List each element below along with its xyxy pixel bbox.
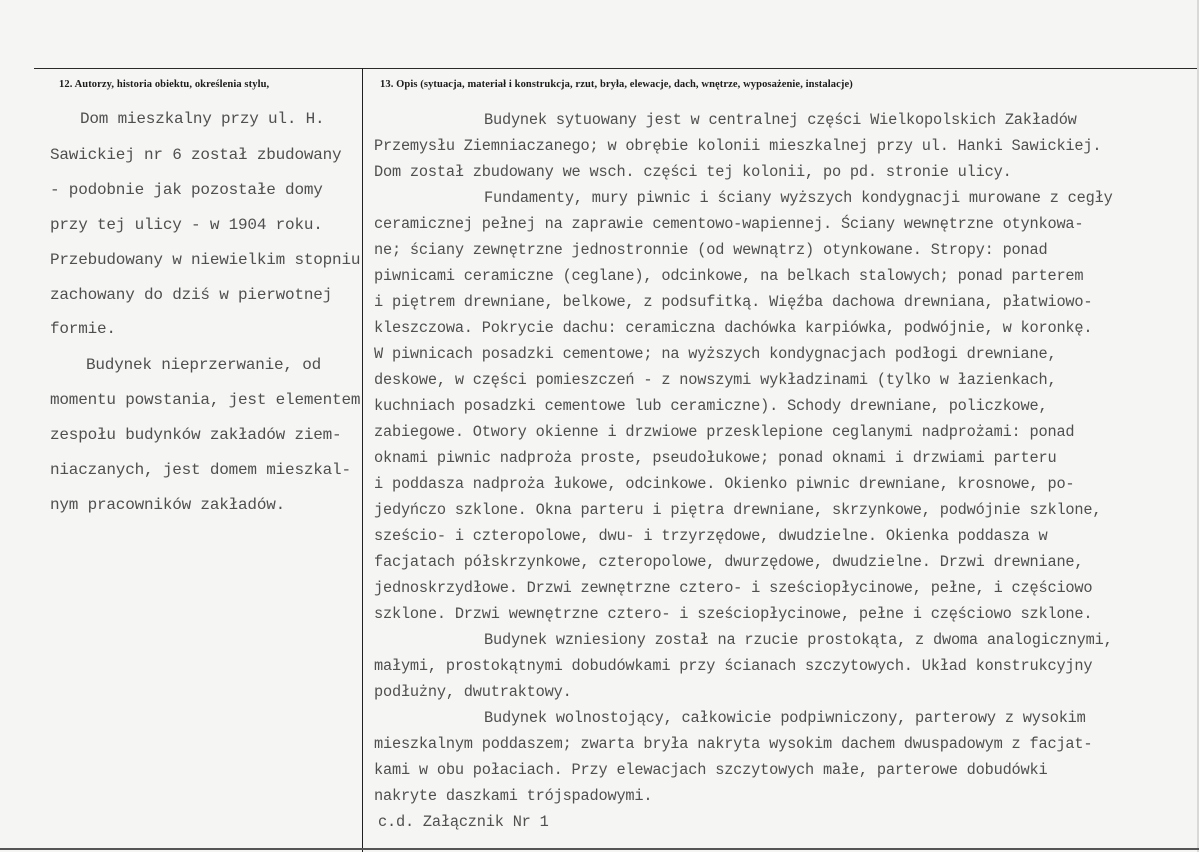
text-line: sześcio- i czteropolowe, dwu- i trzyrzędowe, dwudzielne. Okienka poddasza w [374,527,1048,545]
text-line: Przebudowany w niewielkim stopniu [50,251,361,269]
text-line: przy tej ulicy - w 1904 roku. [50,216,323,234]
text-line: Budynek sytuowany jest w centralnej części Wielkopolskich Zakładów [484,111,1077,129]
text-line: i piętrem drewniane, belkowe, z podsufitką. Więźba dachowa drewniana, płatwiowo- [374,293,1093,311]
text-line: kleszczowa. Pokrycie dachu: ceramiczna dachówka karpiówka, podwójnie, w koronkę. [374,319,1093,337]
text-line: Budynek wzniesiony został na rzucie prostokąta, z dwoma analogicznymi, [484,631,1113,649]
text-line: nym pracowników zakładów. [50,496,286,514]
text-line: facjatach półskrzynkowe, czteropolowe, dwurzędowe, dwudzielne. Drzwi drewniane, [374,553,1084,571]
text-line: ceramicznej pełnej na zaprawie cementowo-wapiennej. Ściany wewnętrzne otynkowa- [374,215,1084,233]
text-line: ne; ściany zewnętrzne jednostronnie (od wewnątrz) otynkowane. Stropy: ponad [374,241,1048,259]
text-line: Przemysłu Ziemniaczanego; w obrębie kolonii mieszkalnej przy ul. Hanki Sawickiej. [374,137,1102,155]
text-line: mieszkalnym poddaszem; zwarta bryła nakryta wysokim dachem dwuspadowym z facjat- [374,735,1093,753]
text-line: niaczanych, jest domem mieszkal- [50,461,351,479]
text-line: zespołu budynków zakładów ziem- [50,426,342,444]
text-line: Dom został zbudowany we wsch. części tej kolonii, po pd. stronie ulicy. [374,163,1012,181]
section-13-heading: 13. Opis (sytuacja, materiał i konstrukcja, rzut, bryła, elewacje, dach, wnętrze, wyposażenie, instalacje) [380,79,853,90]
text-line: formie. [50,320,116,338]
text-line: Fundamenty, mury piwnic i ściany wyższych kondygnacji murowane z cegły [484,189,1113,207]
text-line: Budynek wolnostojący, całkowicie podpiwniczony, parterowy z wysokim [484,709,1086,727]
text-line: oknami piwnic nadproża proste, pseudołukowe; ponad oknami i drzwiami parteru [374,449,1057,467]
text-line: piwnicami ceramiczne (ceglane), odcinkowe, na belkach stalowych; ponad parterem [374,267,1084,285]
column-divider [362,68,363,852]
text-line: podłużny, dwutraktowy. [374,683,572,701]
text-line: momentu powstania, jest elementem [50,391,361,409]
text-line: deskowe, w części pomieszczeń - z nowszymi wykładzinami (tylko w łazienkach, [374,371,1057,389]
text-line: W piwnicach posadzki cementowe; na wyższych kondygnacjach podłogi drewniane, [374,345,1057,363]
continuation-note: c.d. Załącznik Nr 1 [378,813,549,831]
text-line: kuchniach posadzki cementowe lub ceramiczne). Schody drewniane, policzkowe, [374,397,1048,415]
section-12-heading: 12. Autorzy, historia obiektu, określenia stylu, [59,79,270,90]
text-line: kami w obu połaciach. Przy elewacjach szczytowych małe, parterowe dobudówki [374,761,1048,779]
text-line: Budynek nieprzerwanie, od [86,356,322,374]
text-line: zabiegowe. Otwory okienne i drzwiowe przesklepione ceglanymi nadprożami: ponad [374,423,1075,441]
text-line: szklone. Drzwi wewnętrzne cztero- i sześciopłycinowe, pełne i częściowo szklone. [374,605,1093,623]
section-12-body [50,0,360,852]
section-13-body [374,0,1199,852]
text-line: i poddasza nadproża łukowe, odcinkowe. Okienko piwnic drewniane, krosnowe, po- [374,475,1075,493]
text-line: jedyńczo szklone. Okna parteru i piętra drewniane, skrzynkowe, podwójnie szklone, [374,501,1102,519]
text-line: małymi, prostokątnymi dobudówkami przy ścianach szczytowych. Układ konstrukcyjny [374,657,1093,675]
text-line: jednoskrzydłowe. Drzwi zewnętrzne cztero- i sześciopłycinowe, pełne, i częściowo [374,579,1093,597]
text-line: Dom mieszkalny przy ul. H. [80,110,325,128]
text-line: Sawickiej nr 6 został zbudowany [50,146,342,164]
text-line: zachowany do dziś w pierwotnej [50,286,333,304]
text-line: nakryte daszkami trójspadowymi. [374,787,653,805]
text-line: - podobnie jak pozostałe domy [50,181,323,199]
